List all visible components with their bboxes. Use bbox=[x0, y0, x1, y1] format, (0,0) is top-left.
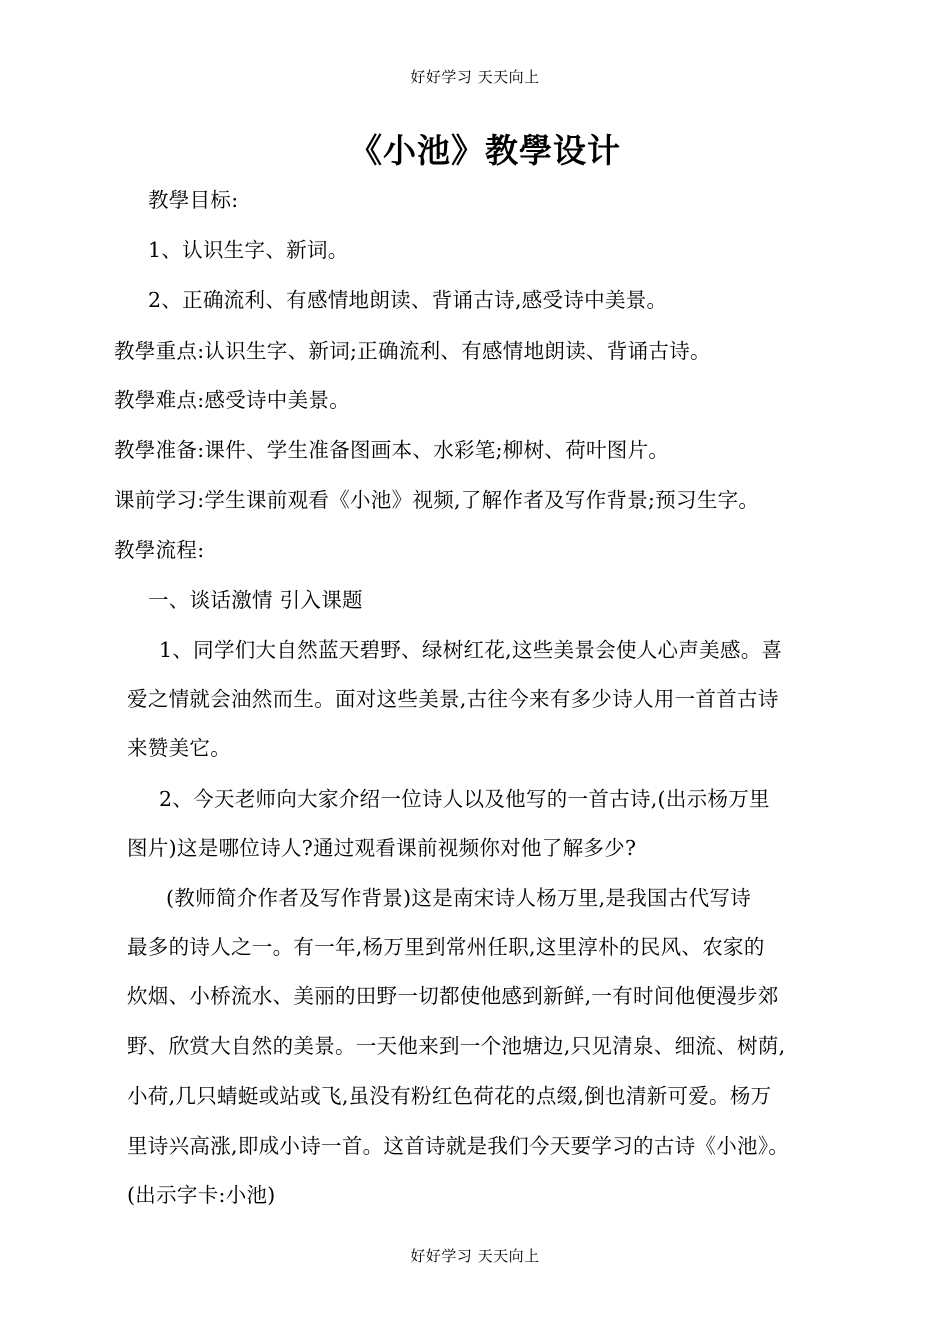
paragraph-line: 野、欣赏大自然的美景。一天他来到一个池塘边,只见清泉、细流、树荫, bbox=[127, 1034, 786, 1058]
objective-item-1: 1、认识生字、新词。 bbox=[148, 238, 349, 262]
document-title: 《小池》教學设计 bbox=[349, 131, 621, 170]
key-points: 教學重点:认识生字、新词;正确流利、有感情地朗读、背诵古诗。 bbox=[114, 339, 711, 363]
process-heading: 教學流程: bbox=[114, 538, 205, 562]
paragraph-line: 小荷,几只蜻蜓或站或飞,虽没有粉红色荷花的点缀,倒也清新可爱。杨万 bbox=[127, 1084, 772, 1108]
paragraph-line: (出示字卡:小池) bbox=[127, 1183, 276, 1207]
paragraph-line: 爱之情就会油然而生。面对这些美景,古往今来有多少诗人用一首首古诗 bbox=[127, 687, 779, 711]
paragraph-line: 1、同学们大自然蓝天碧野、绿树红花,这些美景会使人心声美感。喜 bbox=[159, 638, 783, 662]
paragraph-line: 2、今天老师向大家介绍一位诗人以及他写的一首古诗,(出示杨万里 bbox=[159, 787, 770, 811]
preparation: 教學准备:课件、学生准备图画本、水彩笔;柳树、荷叶图片。 bbox=[114, 438, 670, 462]
running-footer: 好好学习 天天向上 bbox=[410, 1247, 540, 1265]
pre-study: 课前学习:学生课前观看《小池》视频,了解作者及写作背景;预习生字。 bbox=[114, 488, 760, 512]
section-1-heading: 一、谈话激情 引入课题 bbox=[148, 588, 363, 612]
paragraph-line: (教师简介作者及写作背景)这是南宋诗人杨万里,是我国古代写诗 bbox=[166, 886, 752, 910]
objectives-heading: 教學目标: bbox=[148, 188, 239, 212]
paragraph-line: 炊烟、小桥流水、美丽的田野一切都使他感到新鲜,一有时间他便漫步郊 bbox=[127, 984, 779, 1008]
paragraph-line: 图片)这是哪位诗人?通过观看课前视频你对他了解多少? bbox=[127, 836, 637, 860]
paragraph-line: 里诗兴高涨,即成小诗一首。这首诗就是我们今天要学习的古诗《小池》。 bbox=[127, 1134, 790, 1158]
paragraph-line: 最多的诗人之一。有一年,杨万里到常州任职,这里淳朴的民风、农家的 bbox=[127, 935, 765, 959]
objective-item-2: 2、正确流利、有感情地朗读、背诵古诗,感受诗中美景。 bbox=[148, 288, 668, 312]
difficulties: 教學难点:感受诗中美景。 bbox=[114, 388, 351, 412]
paragraph-line: 来赞美它。 bbox=[127, 736, 231, 760]
running-header: 好好学习 天天向上 bbox=[410, 68, 540, 86]
